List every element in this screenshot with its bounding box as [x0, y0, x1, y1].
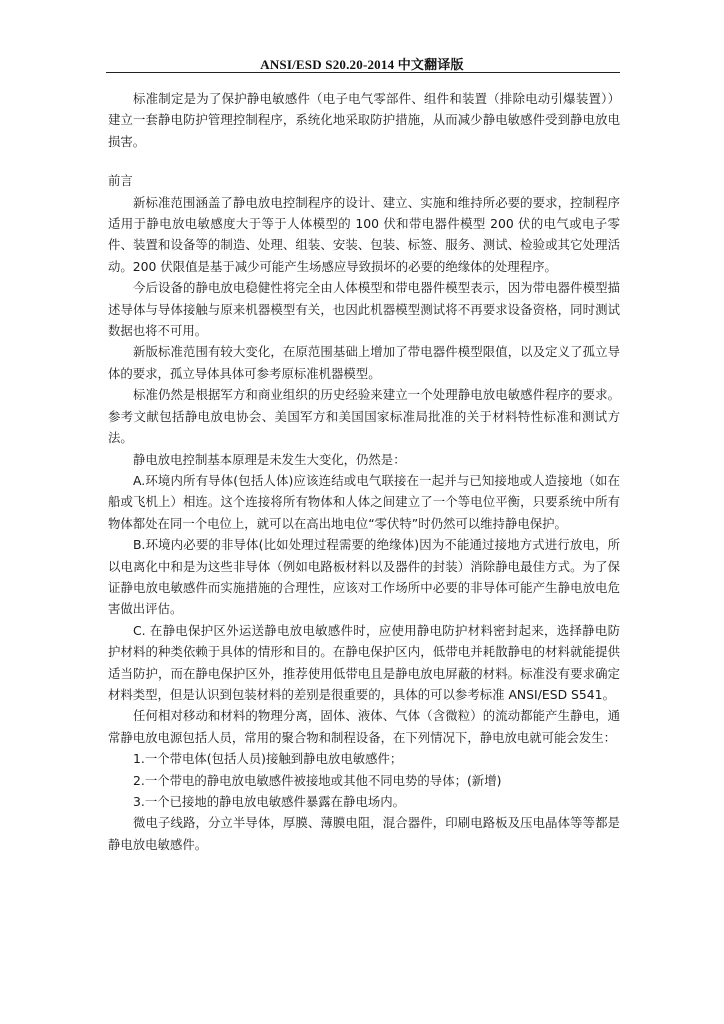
foreword-paragraph: 微电子线路，分立半导体，厚膜、薄膜电阻，混合器件，印刷电路板及压电晶体等等都是静电放电敏感件。 [108, 815, 620, 852]
foreword-paragraph: 新标准范围涵盖了静电放电控制程序的设计、建立、实施和维持所必要的要求，控制程序适用于静电放电敏感度大于等于人体模型的 100 伏和带电器件模型 200 伏的电气或电子零件、装置和设备等的制造、处理、组装、安装、包装、标签、服务、测试、检验或其它处理活动。200 伏限值是基于减少可能产生场感应导致损坏的必要的绝缘体的处理程序。 [108, 194, 620, 274]
header-rule [106, 72, 620, 73]
running-header: ANSI/ESD S20.20-2014 中文翻译版 [260, 57, 464, 72]
principle-item-c: C. 在静电保护区外运送静电放电敏感件时，应使用静电防护材料密封起来，选择静电防护材料的种类依赖于具体的情形和目的。在静电保护区内，低带电并耗散静电的材料就能提供适当防护，而在静电保护区外，推荐使用低带电且是静电放电屏蔽的材料。标准没有要求确定材料类型，但是认识到包装材料的差别是很重要的，具体的可以参考标准 ANSI/ESD S541。 [108, 622, 620, 702]
document-body [108, 88, 620, 855]
foreword-paragraph: 新版标准范围有较大变化，在原范围基础上增加了带电器件模型限值，以及定义了孤立导体的要求，孤立导体具体可参考原标准机器模型。 [108, 344, 620, 381]
principle-item-b: B.环境内必要的非导体(比如处理过程需要的绝缘体)因为不能通过接地方式进行放电，所以电离化中和是为这些非导体（例如电路板材料以及器件的封装）消除静电最佳方式。为了保证静电放电敏感件而实施措施的合理性，应该对工作场所中必要的非导体可能产生静电放电危害做出评估。 [108, 537, 620, 617]
principle-item-a: A.环境内所有导体(包括人体)应该连结或电气联接在一起并与已知接地或人造接地（如在船或飞机上）相连。这个连接将所有物体和人体之间建立了一个等电位平衡，只要系统中所有物体都处在同一个电位上，就可以在高出地电位“零伏特”时仍然可以维持静电保护。 [108, 472, 620, 531]
condition-item-3: 3.一个已接地的静电放电敏感件暴露在静电场内。 [133, 794, 406, 809]
foreword-paragraph: 今后设备的静电放电稳健性将完全由人体模型和带电器件模型表示，因为带电器件模型描述导体与导体接触与原来机器模型有关，也因此机器模型测试将不再要求设备资格，同时测试数据也将不可用。 [108, 280, 620, 339]
section-gap [108, 152, 620, 163]
foreword-paragraph: 静电放电控制基本原理是未发生大变化，仍然是： [133, 451, 406, 467]
foreword-paragraph: 标准仍然是根据军方和商业组织的历史经验来建立一个处理静电放电敏感件程序的要求。参考文献包括静电放电协会、美国军方和美国国家标准局批准的关于材料特性标准和测试方法。 [108, 387, 620, 446]
condition-item-2: 2.一个带电的静电放电敏感件被接地或其他不同电势的导体；(新增) [133, 772, 502, 788]
section-heading-foreword: 前言 [108, 173, 133, 189]
condition-item-1: 1.一个带电体(包括人员)接触到静电放电敏感件； [133, 751, 403, 767]
intro-paragraph: 标准制定是为了保护静电敏感件（电子电气零部件、组件和装置（排除电动引爆装置））建立一套静电防护管理控制程序，系统化地采取防护措施，从而减少静电敏感件受到静电放电损害。 [108, 91, 620, 149]
foreword-paragraph: 任何相对移动和材料的物理分离，固体、液体、气体（含微粒）的流动都能产生静电，通常静电放电源包括人员，常用的聚合物和制程设备，在下列情况下，静电放电就可能会发生： [108, 708, 620, 745]
